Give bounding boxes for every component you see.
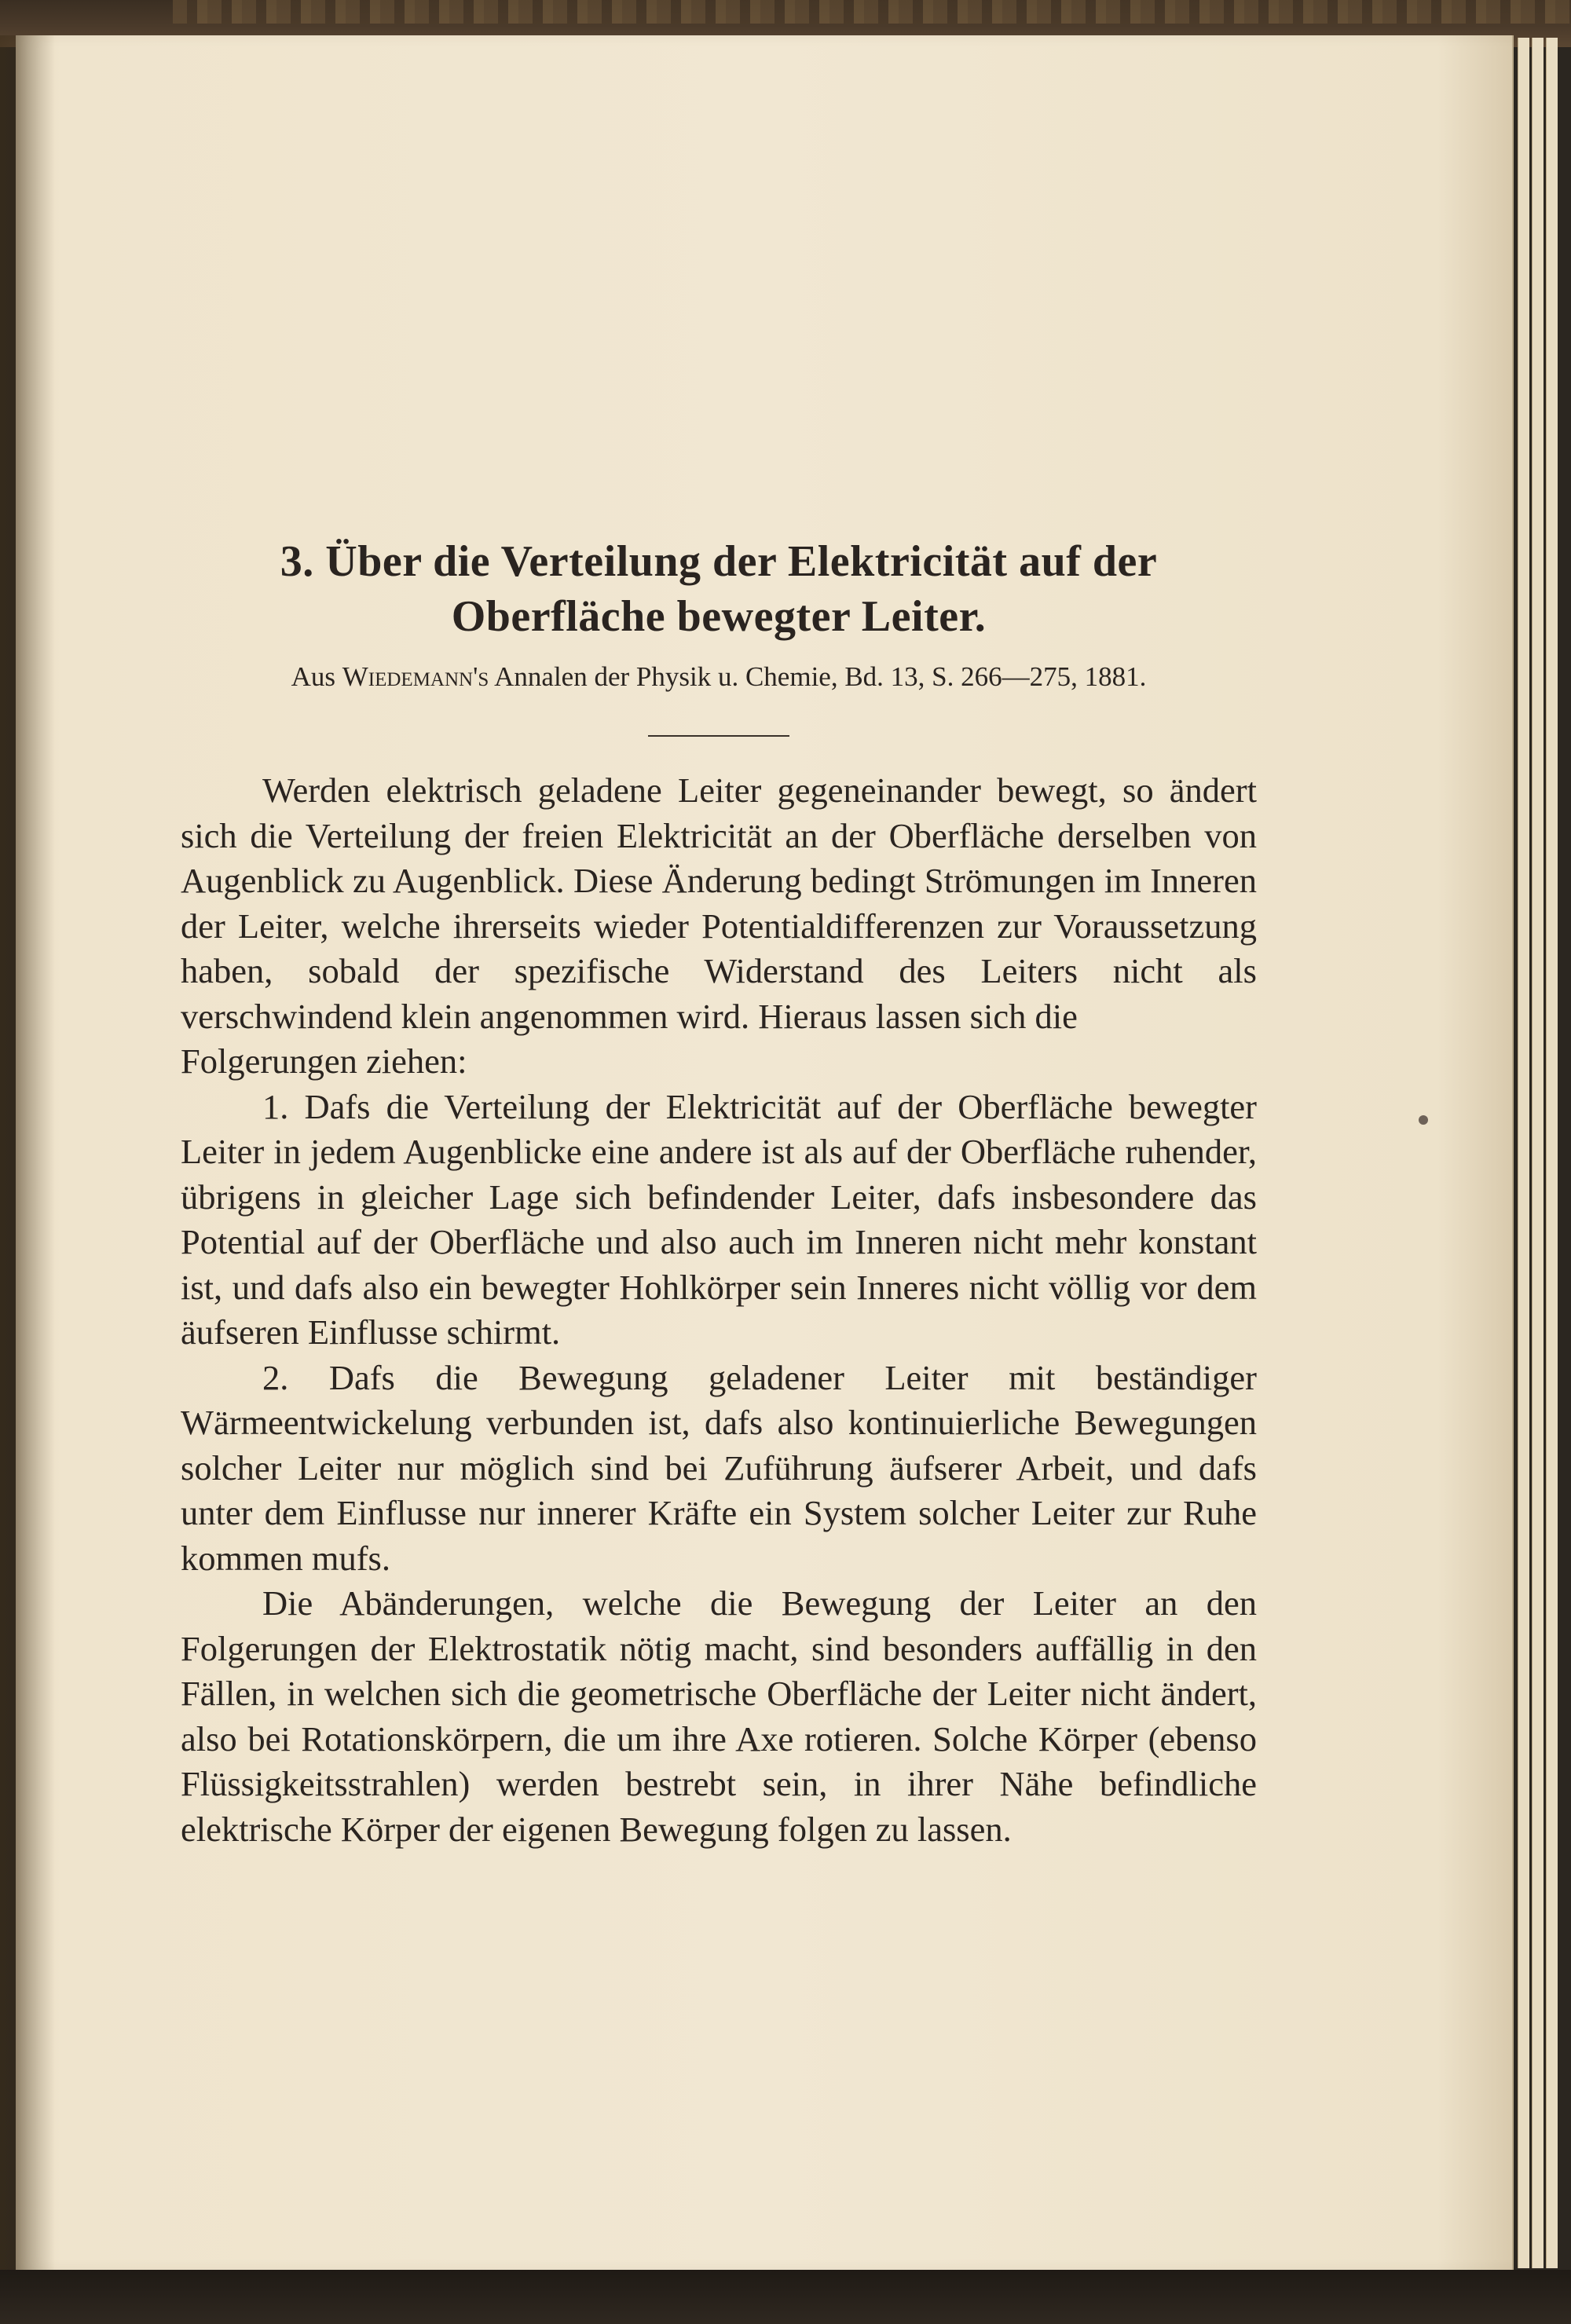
paragraph-3: 2. Dafs die Bewegung geladener Leiter mit beständiger Wärmeentwickelung verbunden ist, dafs also kontinuierliche Bewegungen solcher Leiter nur möglich sind bei Zuführung äufserer Arbeit, und dafs unter dem Einflusse nur innerer Kräfte ein System solcher Leiter zur Ruhe kommen mufs. [181,1357,1257,1578]
article [181,534,1257,1852]
article-body [181,768,1257,1852]
article-title-line-2: Oberfläche bewegter Leiter. [451,592,987,641]
paragraph-1: Werden elektrisch geladene Leiter gegeneinander bewegt, so ändert sich die Verteilung der freien Elektricität an der Oberfläche derselben von Augenblick zu Augenblick. Diese Änderung bedingt Strömungen im Inneren der Leiter, welche ihrerseits wieder Potentialdifferenzen zur Voraussetzung haben, sobald der spezifische Widerstand des Leiters nicht als verschwindend klein angenommen wird. Hieraus lassen sich die [181,770,1257,1036]
paragraph-2: 1. Dafs die Verteilung der Elektricität auf der Oberfläche bewegter Leiter in jedem Augenblicke eine andere ist als auf der Oberfläche ruhender, übrigens in gleicher Lage sich befindender Leiter, dafs insbesondere das Potential auf der Oberfläche und also auch im Inneren nicht mehr konstant ist, und dafs also ein bewegter Hohlkörper sein Inneres nicht völlig vor dem äufseren Einflusse schirmt. [181,1086,1257,1352]
page-edge-stack [1532,38,1544,2268]
article-title [181,534,1257,644]
source-prefix: Aus [291,661,335,692]
page-edge-stack [1518,38,1529,2268]
gutter-shadow [0,35,55,2270]
ink-speck [1419,1115,1428,1125]
source-editor-name: Wiedemann's [342,661,489,692]
book-binding-bottom [0,2270,1571,2324]
source-citation: Annalen der Physik u. Chemie, Bd. 13, S. 266—275, 1881. [494,661,1147,692]
article-title-line-1: 3. Über die Verteilung der Elektricität auf der [280,537,1158,586]
paragraph-1-end: Folgerungen ziehen: [181,1041,467,1081]
paragraph-4: Die Abänderungen, welche die Bewegung der Leiter an den Folgerungen der Elektrostatik nötig macht, sind besonders auffällig in den Fällen, in welchen sich die geometrische Oberfläche der Leiter nicht ändert, also bei Rotationskörpern, die um ihre Axe rotieren. Solche Körper (ebenso Flüssigkeitsstrahlen) werden bestrebt sein, in ihrer Nähe befindliche elektrische Körper der eigenen Bewegung folgen zu lassen. [181,1583,1257,1849]
section-divider [648,735,789,737]
page-edge-stack [1546,38,1558,2268]
article-source [181,658,1257,696]
